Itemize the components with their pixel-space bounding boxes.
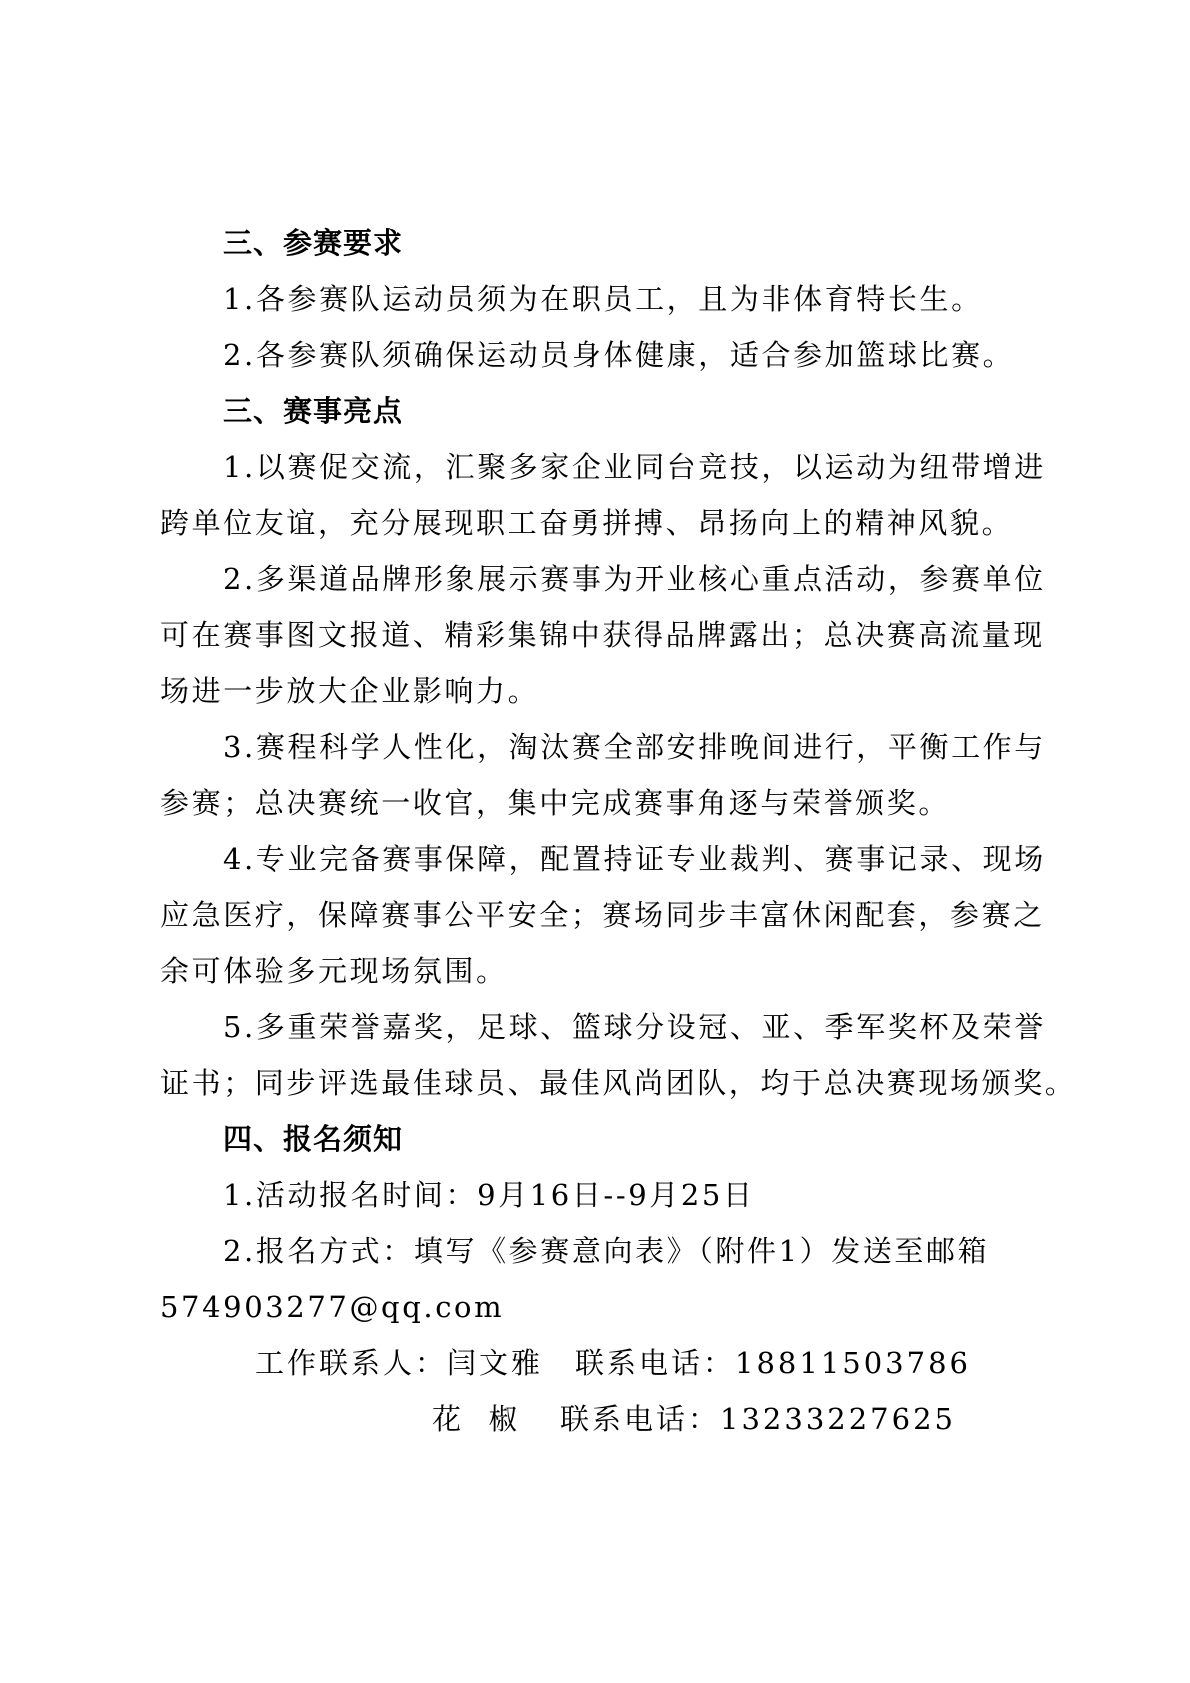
section-heading-requirements: 三、参赛要求: [223, 226, 404, 260]
text-line: 5.多重荣誉嘉奖，足球、篮球分设冠、亚、季军奖杯及荣誉: [223, 1010, 1046, 1044]
text-line: 1.各参赛队运动员须为在职员工，且为非体育特长生。: [223, 282, 983, 316]
contact-row-1: [160, 1335, 1040, 1391]
text-line: 参赛；总决赛统一收官，集中完成赛事角逐与荣誉颁奖。: [160, 786, 951, 820]
contact-phone: 18811503786: [735, 1346, 971, 1380]
text-line: 2.多渠道品牌形象展示赛事为开业核心重点活动，参赛单位: [223, 562, 1046, 596]
text-line: 2.各参赛队须确保运动员身体健康，适合参加篮球比赛。: [223, 338, 1015, 372]
text-line: 场进一步放大企业影响力。: [160, 674, 540, 708]
contact-name: 闫文雅: [447, 1346, 544, 1380]
email-address: 574903277@qq.com: [160, 1290, 505, 1324]
text-line: 跨单位友谊，充分展现职工奋勇拼搏、昂扬向上的精神风貌。: [160, 506, 1014, 540]
text-line: 2.报名方式：填写《参赛意向表》（附件1）发送至邮箱: [223, 1234, 990, 1268]
section-heading-registration: 四、报名须知: [223, 1122, 404, 1156]
registration-item-1: [160, 1167, 1040, 1223]
requirement-item-2: [160, 327, 1040, 383]
contact-phone: 13233227625: [720, 1402, 956, 1436]
text-line: 1.以赛促交流，汇聚多家企业同台竞技，以运动为纽带增进: [223, 450, 1046, 484]
highlight-item-4: [160, 831, 1046, 999]
section-heading-highlights: 三、赛事亮点: [223, 394, 404, 428]
text-line: 证书；同步评选最佳球员、最佳风尚团队，均于总决赛现场颁奖。: [160, 1066, 1077, 1100]
contact-phone-label: 联系电话：: [575, 1346, 736, 1380]
text-line: 余可体验多元现场氛围。: [160, 954, 508, 988]
contact-phone-label: 联系电话：: [560, 1402, 721, 1436]
text-line: 1.活动报名时间：9月16日--9月25日: [223, 1178, 755, 1212]
text-line: 4.专业完备赛事保障，配置持证专业裁判、赛事记录、现场: [223, 842, 1046, 876]
contact-label: 工作联系人：: [255, 1346, 448, 1380]
registration-item-2: [160, 1223, 1040, 1335]
requirement-item-1: [160, 271, 1040, 327]
text-line: 可在赛事图文报道、精彩集锦中获得品牌露出；总决赛高流量现: [160, 618, 1045, 652]
text-line: 3.赛程科学人性化，淘汰赛全部安排晚间进行，平衡工作与: [223, 730, 1046, 764]
contact-name: 花 椒: [432, 1402, 521, 1436]
highlight-item-1: [160, 439, 1046, 551]
highlight-item-5: [160, 999, 1077, 1111]
contact-row-2: [160, 1391, 1040, 1447]
highlight-item-3: [160, 719, 1046, 831]
highlight-item-2: [160, 551, 1046, 719]
document-page: [160, 215, 1077, 1447]
text-line: 应急医疗，保障赛事公平安全；赛场同步丰富休闲配套，参赛之: [160, 898, 1045, 932]
